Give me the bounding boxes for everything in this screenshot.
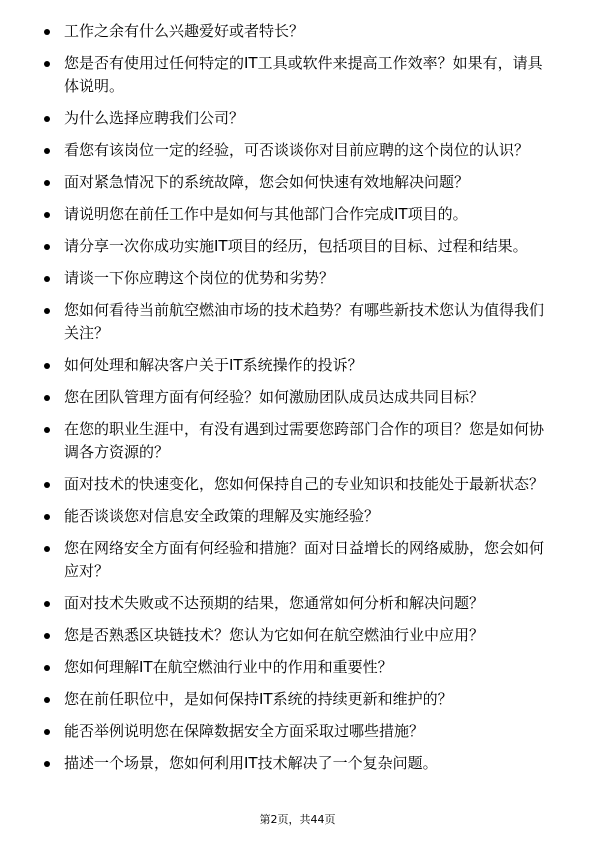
list-item	[0, 688, 595, 711]
list-item	[0, 473, 595, 496]
list-item	[0, 624, 595, 647]
list-item	[0, 203, 595, 226]
list-item	[0, 139, 595, 162]
question-list	[0, 20, 595, 784]
bullet-icon	[44, 729, 50, 735]
question-text: 您如何理解IT在航空燃油行业中的作用和重要性？	[64, 658, 393, 676]
question-text: 您是否熟悉区块链技术？您认为它如何在航空燃油行业中应用？	[64, 626, 485, 644]
question-text: 您如何看待当前航空燃油市场的技术趋势？有哪些新技术您认为值得我们关注？	[64, 301, 545, 342]
bullet-icon	[44, 761, 50, 767]
list-item	[0, 20, 595, 43]
question-text: 您是否有使用过任何特定的IT工具或软件来提高工作效率？如果有，请具体说明。	[64, 54, 543, 95]
list-item	[0, 505, 595, 528]
list-item	[0, 752, 595, 775]
list-item	[0, 720, 595, 743]
list-item	[0, 107, 595, 130]
question-text: 在您的职业生涯中，有没有遇到过需要您跨部门合作的项目？您是如何协调各方资源的？	[64, 420, 545, 461]
list-item	[0, 354, 595, 377]
list-item	[0, 235, 595, 258]
bullet-icon	[44, 148, 50, 154]
bullet-icon	[44, 546, 50, 552]
list-item	[0, 537, 595, 583]
question-text: 请分享一次你成功实施IT项目的经历，包括项目的目标、过程和结果。	[64, 237, 528, 255]
list-item	[0, 267, 595, 290]
question-text: 请谈一下你应聘这个岗位的优势和劣势？	[64, 269, 335, 287]
page-number: 第2页，共44页	[259, 813, 336, 826]
bullet-icon	[44, 244, 50, 250]
bullet-icon	[44, 61, 50, 67]
bullet-icon	[44, 212, 50, 218]
list-item	[0, 386, 595, 409]
bullet-icon	[44, 180, 50, 186]
question-text: 面对紧急情况下的系统故障，您会如何快速有效地解决问题？	[64, 173, 470, 191]
question-text: 请说明您在前任工作中是如何与其他部门合作完成IT项目的。	[64, 205, 468, 223]
bullet-icon	[44, 482, 50, 488]
list-item	[0, 171, 595, 194]
question-text: 为什么选择应聘我们公司？	[64, 109, 245, 127]
question-text: 看您有该岗位一定的经验，可否谈谈你对目前应聘的这个岗位的认识？	[64, 141, 530, 159]
question-text: 描述一个场景，您如何利用IT技术解决了一个复杂问题。	[64, 754, 438, 772]
list-item	[0, 656, 595, 679]
question-text: 能否谈谈您对信息安全政策的理解及实施经验？	[64, 507, 380, 525]
question-text: 能否举例说明您在保障数据安全方面采取过哪些措施？	[64, 722, 425, 740]
question-text: 如何处理和解决客户关于IT系统操作的投诉？	[64, 356, 363, 374]
bullet-icon	[44, 308, 50, 314]
question-text: 面对技术的快速变化，您如何保持自己的专业知识和技能处于最新状态？	[64, 475, 545, 493]
bullet-icon	[44, 116, 50, 122]
bullet-icon	[44, 29, 50, 35]
bullet-icon	[44, 514, 50, 520]
bullet-icon	[44, 395, 50, 401]
question-text: 您在前任职位中，是如何保持IT系统的持续更新和维护的？	[64, 690, 453, 708]
bullet-icon	[44, 633, 50, 639]
question-text: 您在团队管理方面有何经验？如何激励团队成员达成共同目标？	[64, 388, 485, 406]
list-item	[0, 299, 595, 345]
question-text: 面对技术失败或不达预期的结果，您通常如何分析和解决问题？	[64, 594, 485, 612]
list-item	[0, 52, 595, 98]
list-item	[0, 418, 595, 464]
bullet-icon	[44, 697, 50, 703]
question-text: 工作之余有什么兴趣爱好或者特长？	[64, 22, 305, 40]
question-text: 您在网络安全方面有何经验和措施？面对日益增长的网络威胁，您会如何应对？	[64, 539, 545, 580]
bullet-icon	[44, 363, 50, 369]
bullet-icon	[44, 601, 50, 607]
bullet-icon	[44, 427, 50, 433]
bullet-icon	[44, 665, 50, 671]
bullet-icon	[44, 276, 50, 282]
list-item	[0, 592, 595, 615]
